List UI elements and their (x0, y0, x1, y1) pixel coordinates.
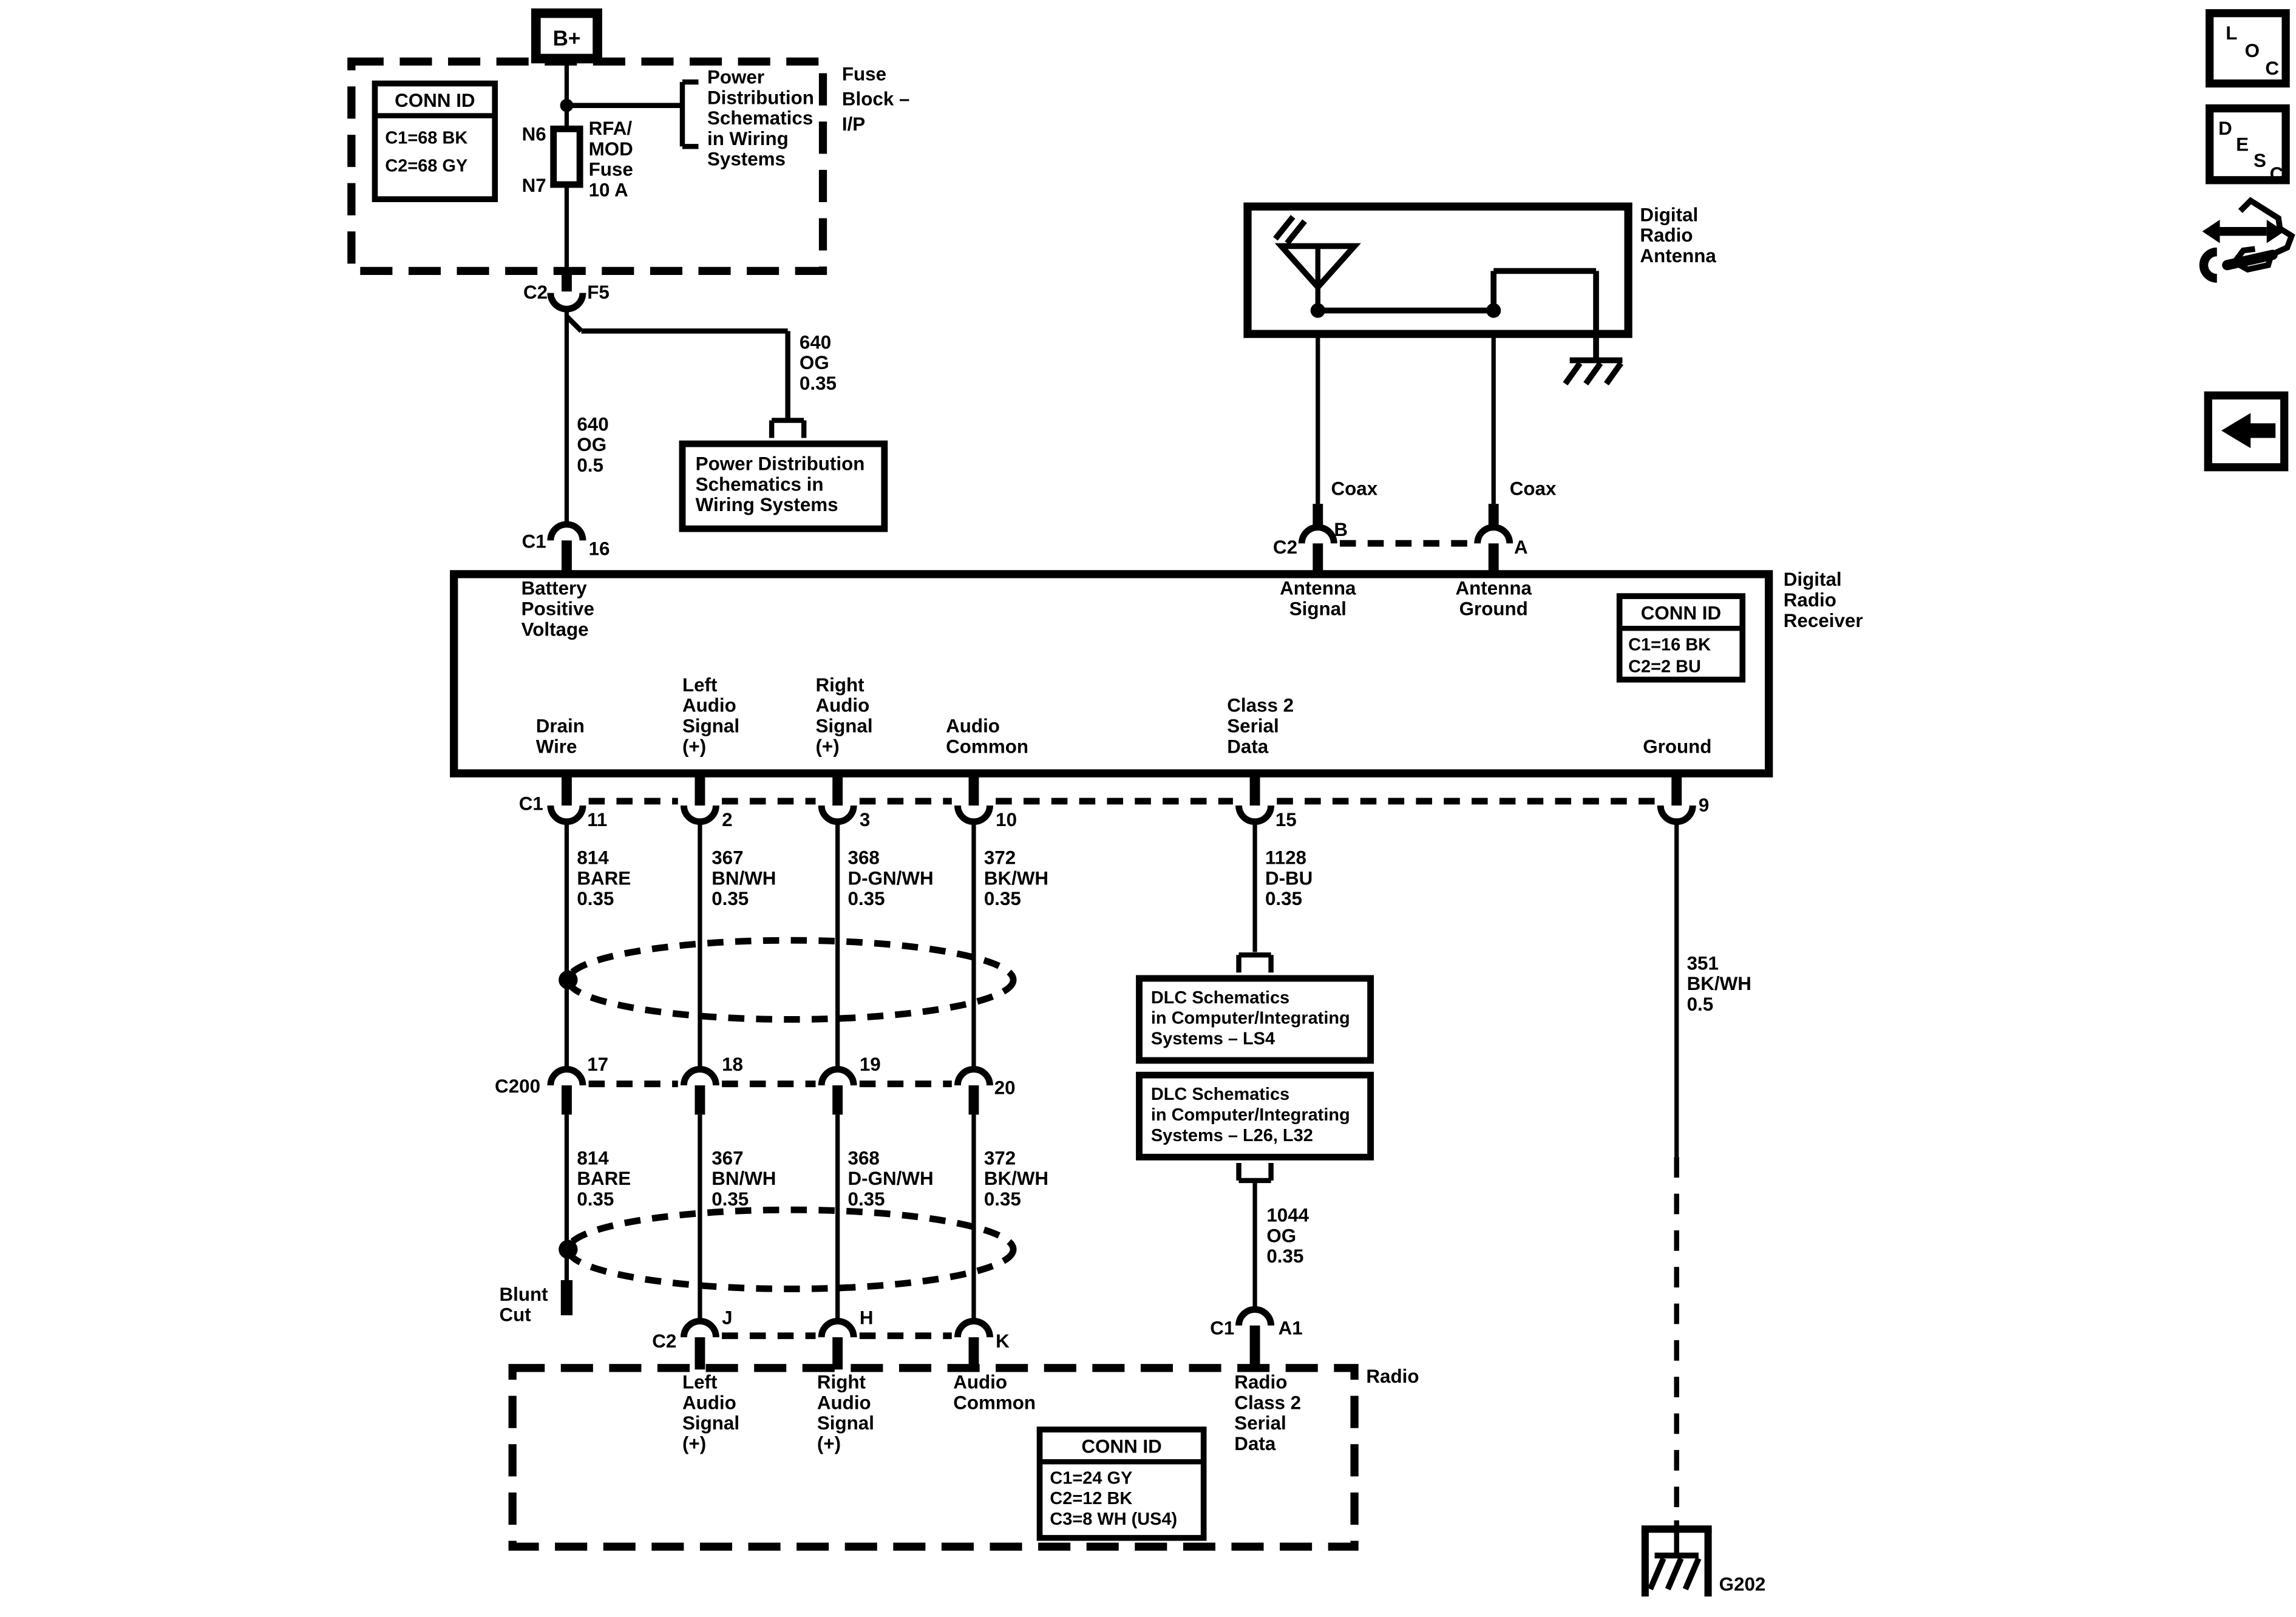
pin-function: Positive (521, 598, 594, 620)
desc-button[interactable] (2210, 109, 2286, 185)
conn-id-row: C1=24 GY (1050, 1468, 1133, 1488)
wire-label: 0.35 (712, 888, 749, 910)
pin-number: 11 (587, 808, 608, 830)
connector-arc (821, 1070, 854, 1086)
component-name: Digital (1640, 204, 1699, 226)
b-plus-label: B+ (552, 26, 581, 50)
pin-function: Battery (521, 577, 587, 599)
wire-label: OG (799, 352, 829, 374)
wire-label: 372 (983, 847, 1016, 869)
shielded-bundle-lower (499, 1114, 1048, 1325)
wire-label: OG (577, 434, 607, 456)
wrench-head (2204, 252, 2217, 278)
pin-number: 15 (1275, 808, 1297, 830)
wire-label: 351 (1686, 952, 1719, 974)
wire-label: BK/WH (983, 1168, 1049, 1190)
pin-function: Signal (817, 1412, 874, 1434)
wire-label: D-BU (1265, 867, 1313, 889)
pin-function: Wire (535, 736, 577, 758)
wire-label: BN/WH (712, 867, 776, 889)
pin-function: Signal (815, 715, 873, 737)
component-name: I/P (841, 113, 866, 135)
pin-function: Data (1234, 1432, 1276, 1454)
wire-label: 0.35 (799, 372, 837, 394)
earth-ground-icon (1606, 363, 1621, 384)
pin-function: Radio (1234, 1371, 1288, 1393)
shielded-bundle-upper (559, 822, 1048, 1070)
back-arrow-icon (2221, 413, 2275, 448)
ref-text: DLC Schematics (1150, 1085, 1290, 1105)
ref-text: in Wiring (707, 127, 789, 149)
blunt-cut-label: Blunt (499, 1283, 548, 1305)
wire-label: Coax (1509, 478, 1557, 500)
wire-label: 368 (847, 847, 880, 869)
connector-arc (551, 1070, 583, 1086)
receiver-section (454, 569, 1863, 773)
connector-label: C2 (652, 1330, 677, 1352)
component-name: Receiver (1783, 609, 1863, 631)
wire-label: 0.35 (577, 1188, 614, 1210)
receiver-box (454, 574, 1769, 773)
wire-label: 0.35 (847, 888, 885, 910)
loc-letter: L (2226, 22, 2238, 44)
wire-label: 0.35 (983, 1188, 1021, 1210)
connector-arc (1302, 527, 1334, 544)
desc-letter: D (2218, 117, 2232, 140)
wire-label: BN/WH (712, 1168, 776, 1190)
pin-function: Signal (1289, 598, 1347, 620)
pin-number: 20 (994, 1077, 1016, 1099)
wire-label: 372 (983, 1147, 1016, 1169)
connector-arc (1239, 1309, 1271, 1326)
earth-ground-icon (1565, 363, 1580, 384)
wire-label: BK/WH (1686, 973, 1751, 995)
component-name: Radio (1640, 225, 1693, 246)
wire-label: BARE (577, 1168, 631, 1190)
pin-label-n6: N6 (521, 123, 546, 145)
ref-text: Distribution (707, 87, 814, 109)
service-tool-icon[interactable] (2203, 201, 2292, 279)
blunt-cut-end (561, 1280, 572, 1315)
wire-label: Coax (1331, 478, 1378, 500)
desc-letter: E (2236, 134, 2249, 155)
wire-label: 0.35 (1265, 888, 1302, 910)
wire-label: 368 (847, 1147, 880, 1169)
pin-function: (+) (817, 1432, 841, 1454)
conn-id-header: CONN ID (395, 90, 475, 112)
pin-function: Audio (953, 1371, 1008, 1393)
pin-function: Serial (1227, 715, 1279, 737)
connector-arc (684, 1321, 716, 1338)
loc-letter: C (2265, 58, 2279, 80)
desc-letter: C (2269, 163, 2284, 185)
ground-hatch (1668, 1558, 1681, 1589)
junction-dot (559, 971, 577, 989)
conn-id-table-receiver (1620, 596, 1743, 680)
pin-function: Voltage (521, 619, 589, 640)
wire-label: 814 (577, 847, 609, 869)
ref-text: in Computer/Integrating (1150, 1105, 1350, 1125)
desc-letter: S (2254, 150, 2266, 172)
pin-function: Right (815, 674, 864, 696)
component-name: Fuse (841, 63, 887, 85)
wire-label: BK/WH (983, 867, 1049, 889)
ref-text: Schematics (707, 107, 813, 129)
wire-label: 0.5 (1686, 993, 1714, 1015)
pin-function: Left (682, 1371, 718, 1393)
wire-label: 1128 (1265, 847, 1306, 869)
connector-label: C1 (518, 793, 543, 815)
pin-function: Serial (1234, 1412, 1286, 1434)
fuse-name: RFA/ (588, 117, 633, 140)
connector-arc (957, 805, 990, 822)
connector-arc (551, 293, 583, 310)
connector-arc (1478, 527, 1510, 544)
pin-function: Common (946, 736, 1029, 758)
pin-function: Antenna (1280, 577, 1356, 599)
radio-c2-connector-row (652, 1307, 1010, 1369)
wire-label: 367 (712, 1147, 744, 1169)
pin-number: J (722, 1307, 733, 1329)
connector-label: C1 (1210, 1317, 1235, 1339)
loc-letter: O (2244, 40, 2260, 62)
connector-arc (684, 1070, 716, 1086)
ground-hatch (1650, 1558, 1663, 1589)
pin-function: Audio (817, 1392, 871, 1414)
junction-dot (559, 1240, 577, 1259)
wire-label: 0.35 (1266, 1246, 1304, 1267)
component-name: Block – (841, 88, 910, 110)
pin-number: A (1513, 537, 1528, 558)
ref-text: Power (707, 66, 765, 88)
wire-label: OG (1266, 1225, 1297, 1247)
double-arrow-left-head (2203, 220, 2220, 243)
connector-arc (821, 1321, 854, 1338)
fuse-name: Fuse (588, 158, 633, 180)
pin-function: Signal (682, 1412, 740, 1434)
connector-label: C2 (523, 282, 548, 303)
connector-arc (821, 805, 854, 822)
connector-arc (957, 1070, 990, 1086)
connector-label: C200 (495, 1076, 541, 1097)
wire-label: BARE (577, 867, 631, 889)
wire-label: 0.35 (577, 888, 614, 910)
back-button[interactable] (2208, 396, 2284, 467)
wire-label: 0.35 (712, 1188, 749, 1210)
pin-number: 17 (587, 1053, 609, 1075)
fuse-name: MOD (588, 138, 633, 160)
pin-number: A1 (1278, 1317, 1303, 1339)
ref-text: Systems – L26, L32 (1150, 1125, 1313, 1145)
fuse-block-section (352, 13, 910, 309)
pin-function: Audio (946, 715, 1000, 737)
class2-dlc-chain (1140, 822, 1371, 1369)
ref-text: Systems (707, 148, 786, 170)
pin-number: 3 (859, 808, 871, 830)
pin-function: Ground (1459, 598, 1528, 620)
blunt-cut-label: Cut (499, 1304, 531, 1326)
component-name: Antenna (1640, 245, 1716, 266)
conn-id-row: C2=2 BU (1628, 657, 1701, 677)
pin-number: 10 (996, 808, 1017, 830)
connector-label: C2 (1272, 537, 1298, 558)
loc-button[interactable] (2210, 13, 2286, 84)
wire-label: 640 (577, 413, 609, 435)
pin-number: 2 (722, 808, 733, 830)
ground-wire-section (1642, 822, 1766, 1596)
component-name: Digital (1783, 569, 1842, 591)
wire-label: 0.35 (983, 888, 1021, 910)
wire-label: 1044 (1266, 1204, 1309, 1226)
pin-label-n7: N7 (521, 175, 546, 197)
battery-wire-section (522, 309, 885, 577)
earth-ground-icon (1586, 363, 1600, 384)
antenna-section (1248, 204, 1716, 577)
conn-id-table-fuse-block (375, 84, 495, 200)
pin-function: Common (953, 1392, 1036, 1414)
pin-number: 19 (859, 1053, 881, 1075)
pin-function: (+) (682, 1432, 707, 1454)
conn-id-row: C1=16 BK (1628, 635, 1711, 655)
pin-number: B (1334, 519, 1348, 541)
ref-text: in Computer/Integrating (1150, 1008, 1350, 1028)
pin-function: Audio (682, 1392, 736, 1414)
c200-connector-row (495, 1054, 1016, 1114)
ref-text: Schematics in (695, 473, 824, 495)
ref-text: Wiring Systems (695, 494, 838, 516)
wire-label: D-GN/WH (847, 1168, 934, 1190)
shield-ellipse (568, 1210, 1013, 1289)
pin-function: Drain (535, 715, 585, 737)
pin-number: F5 (587, 282, 610, 303)
ground-hatch (1685, 1558, 1699, 1589)
c1-connector-row (519, 773, 1710, 830)
conn-id-row: C2=68 GY (385, 156, 468, 176)
wire-label: 0.35 (847, 1188, 885, 1210)
fuse-symbol (554, 129, 580, 185)
conn-id-table-radio (1040, 1429, 1204, 1538)
toolbar (2203, 13, 2292, 467)
conn-id-row: C2=12 BK (1050, 1489, 1133, 1509)
pin-function: Class 2 (1234, 1392, 1302, 1414)
pin-function: Signal (682, 715, 740, 737)
pin-function: (+) (682, 736, 707, 758)
connector-arc (1239, 805, 1271, 822)
conn-id-row: C3=8 WH (US4) (1050, 1509, 1178, 1529)
conn-id-header: CONN ID (1081, 1436, 1162, 1457)
pin-function: Left (682, 674, 718, 696)
ref-text: DLC Schematics (1150, 988, 1290, 1008)
component-name: Radio (1366, 1365, 1419, 1387)
fuse-name: 10 A (588, 179, 628, 201)
wire-label: 640 (799, 331, 832, 353)
ref-text: Power Distribution (695, 453, 865, 475)
wire-label: 814 (577, 1147, 609, 1169)
pin-number: K (996, 1330, 1010, 1352)
connector-arc (551, 805, 583, 822)
radio-section (512, 1366, 1419, 1547)
connector-arc (1660, 805, 1693, 822)
pin-function: Audio (682, 694, 736, 716)
ground-id-label: G202 (1719, 1573, 1766, 1595)
pin-function: (+) (815, 736, 840, 758)
connector-label: C1 (521, 531, 546, 552)
shield-ellipse (568, 940, 1013, 1019)
pin-function: Ground (1643, 736, 1712, 758)
pin-number: 16 (588, 538, 610, 560)
radio-box (512, 1368, 1354, 1547)
pin-function: Antenna (1455, 577, 1532, 599)
ref-text: Systems – LS4 (1150, 1029, 1275, 1049)
wire-label: D-GN/WH (847, 867, 934, 889)
component-name: Radio (1783, 589, 1836, 611)
conn-id-row: C1=68 BK (385, 128, 468, 148)
pin-number: 18 (722, 1053, 743, 1075)
wire-label: 367 (712, 847, 744, 869)
wire-label: 0.5 (577, 454, 603, 476)
pin-function: Data (1227, 736, 1269, 758)
connector-arc (957, 1321, 990, 1338)
pin-function: Audio (815, 694, 870, 716)
pin-function: Right (817, 1371, 866, 1393)
connector-arc (684, 805, 716, 822)
pin-number: 9 (1698, 794, 1710, 816)
pin-number: H (859, 1307, 874, 1329)
pin-function: Class 2 (1227, 694, 1294, 716)
connector-arc (551, 524, 583, 541)
conn-id-header: CONN ID (1640, 602, 1722, 624)
